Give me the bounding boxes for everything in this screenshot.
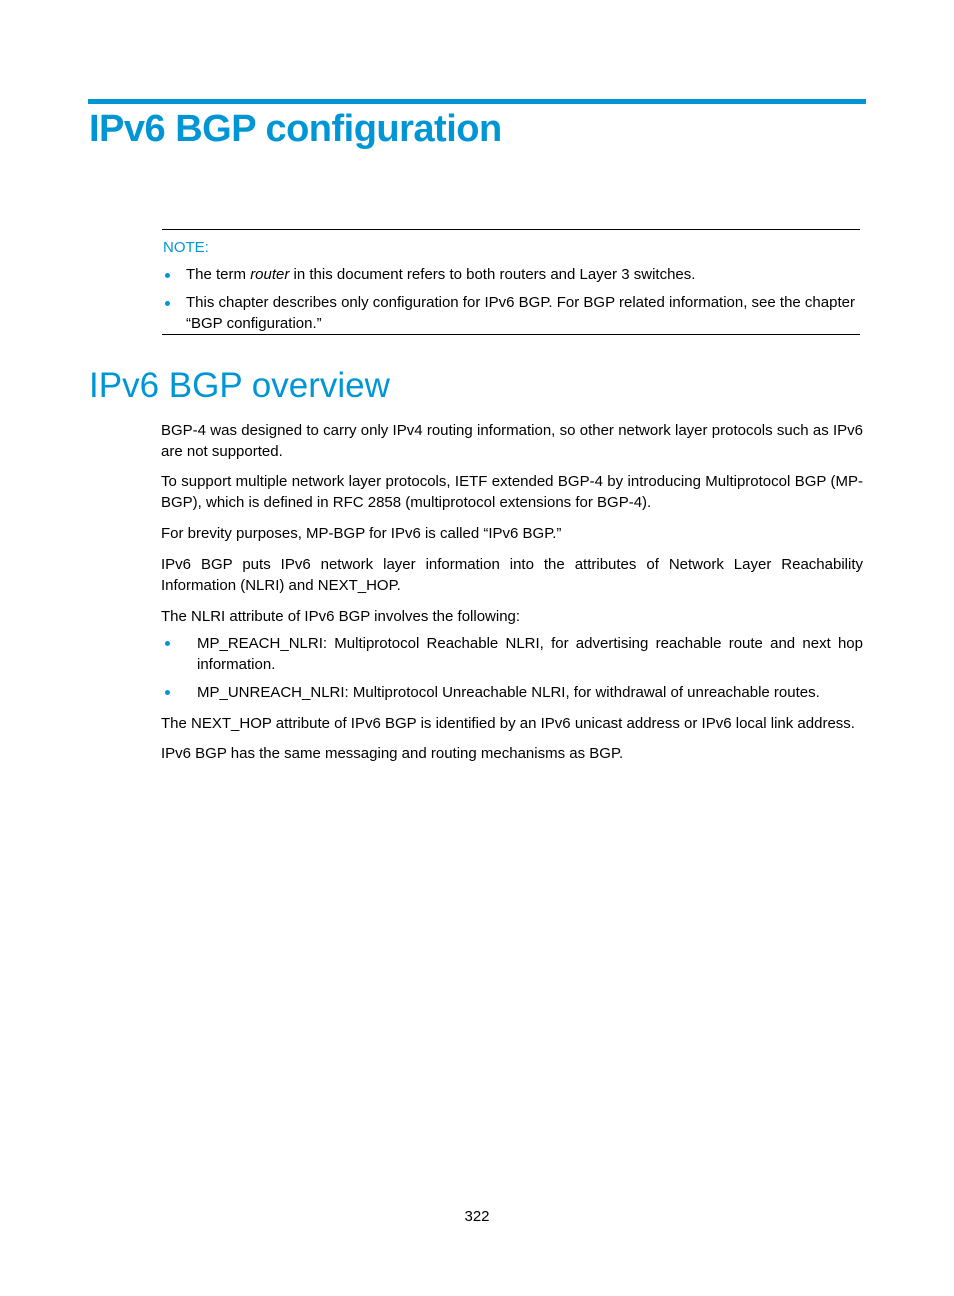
note-bullet-icon — [165, 301, 170, 306]
paragraph: To support multiple network layer protocols, IETF extended BGP-4 by introducing Multiprotocol BGP (MP-BGP), which is defined in RFC 2858 (multiprotocol extensions for BGP-4). — [161, 473, 863, 511]
list-bullet-icon — [165, 641, 170, 646]
list-item: MP_UNREACH_NLRI: Multiprotocol Unreachable NLRI, for withdrawal of unreachable routes. — [197, 684, 820, 701]
page-number: 322 — [464, 1208, 490, 1225]
note-item: This chapter describes only configuration for IPv6 BGP. For BGP related information, see the chapter “BGP configuration.” — [186, 294, 855, 332]
note-item-emphasis: router — [250, 266, 290, 283]
paragraph: The NLRI attribute of IPv6 BGP involves the following: — [161, 608, 521, 625]
note-label: NOTE: — [163, 239, 209, 256]
paragraph: IPv6 BGP puts IPv6 network layer information into the attributes of Network Layer Reachability Information (NLRI) and NEXT_HOP. — [161, 556, 863, 594]
note-item-text: in this document refers to both routers and Layer 3 switches. — [289, 266, 696, 283]
paragraph: BGP-4 was designed to carry only IPv4 routing information, so other network layer protocols such as IPv6 are not supported. — [161, 422, 863, 460]
chapter-top-rule — [88, 99, 866, 104]
chapter-title: IPv6 BGP configuration — [89, 108, 502, 150]
note-box — [162, 229, 860, 335]
paragraph: For brevity purposes, MP-BGP for IPv6 is called “IPv6 BGP.” — [161, 525, 562, 542]
paragraph: IPv6 BGP has the same messaging and routing mechanisms as BGP. — [161, 745, 624, 762]
note-bullet-icon — [165, 273, 170, 278]
note-item-text: The term — [186, 266, 251, 283]
list-item: MP_REACH_NLRI: Multiprotocol Reachable NLRI, for advertising reachable route and next hop information. — [197, 635, 863, 673]
paragraph: The NEXT_HOP attribute of IPv6 BGP is identified by an IPv6 unicast address or IPv6 local link address. — [161, 715, 855, 732]
note-item — [186, 264, 856, 285]
list-bullet-icon — [165, 690, 170, 695]
section-title: IPv6 BGP overview — [89, 366, 390, 405]
